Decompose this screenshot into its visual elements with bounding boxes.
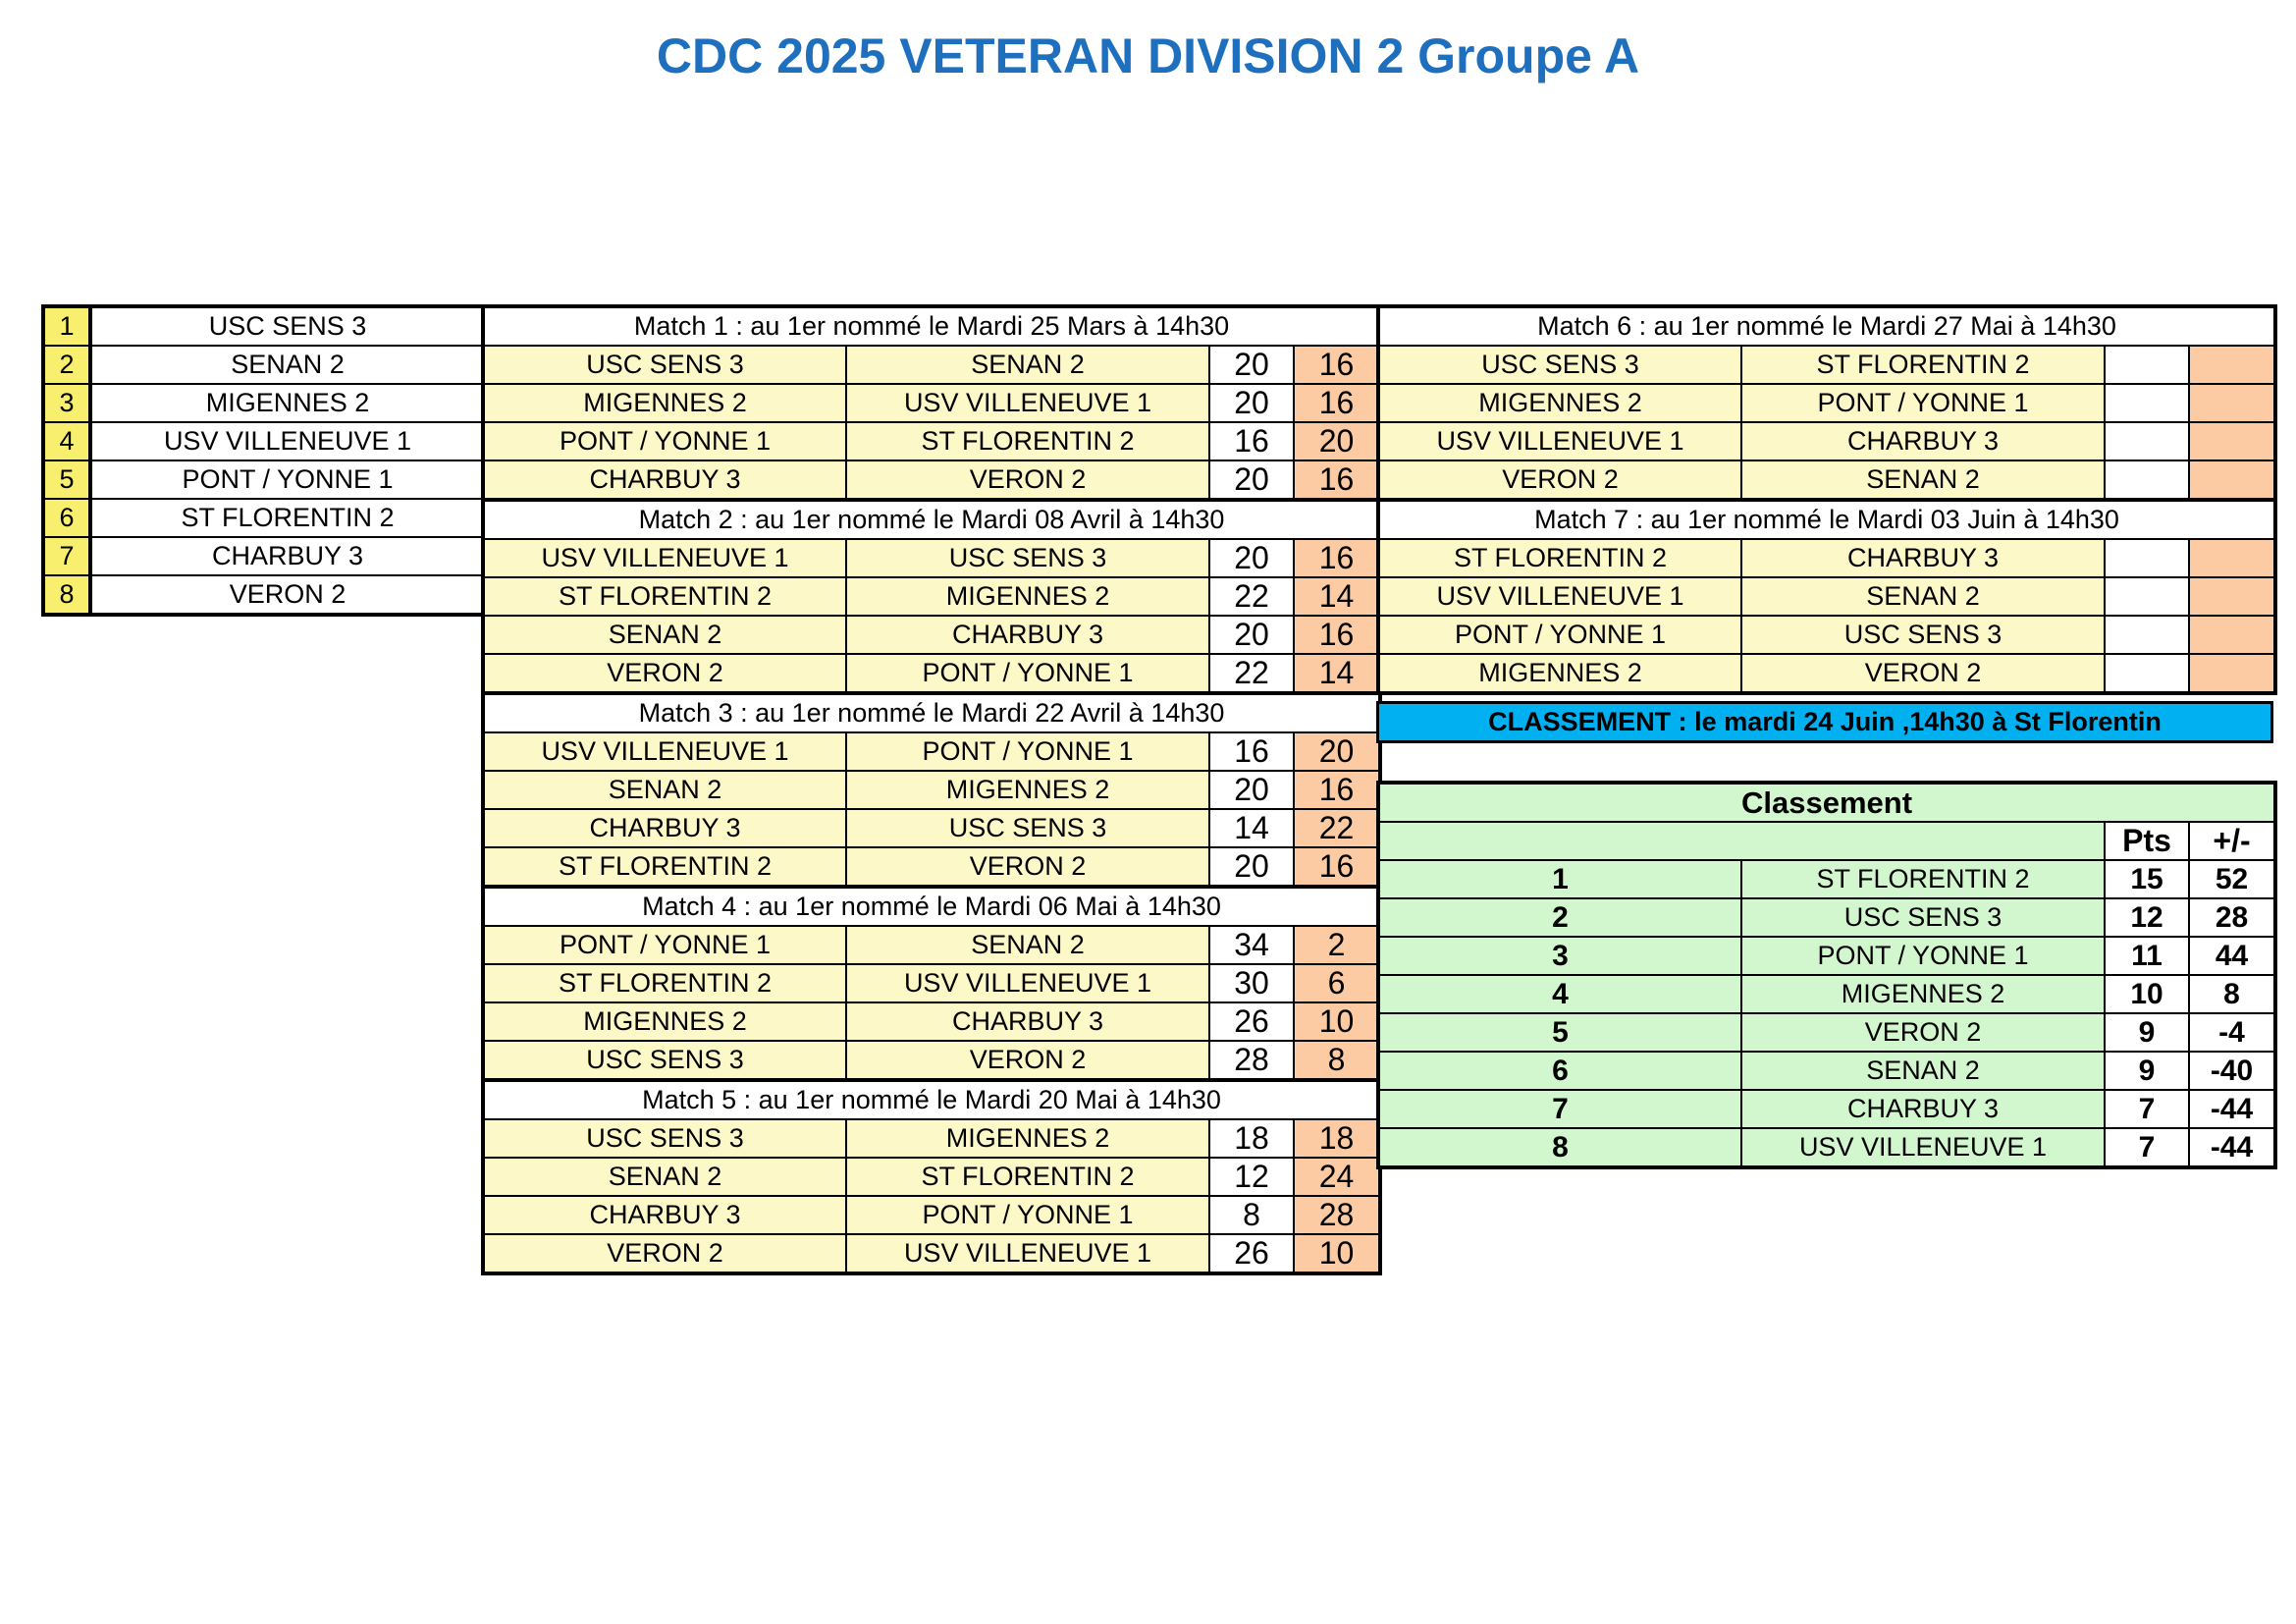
home-score: 20	[1209, 346, 1294, 384]
away-score: 14	[1294, 654, 1380, 693]
home-team: USC SENS 3	[483, 1041, 846, 1080]
classement-rank: 5	[1378, 1013, 1741, 1052]
game-row	[483, 422, 1380, 460]
home-score: 14	[1209, 809, 1294, 847]
game-row	[1378, 346, 2275, 384]
classement-diff: -44	[2189, 1090, 2275, 1128]
home-score: 20	[1209, 460, 1294, 500]
away-score: 16	[1294, 346, 1380, 384]
home-team: CHARBUY 3	[483, 1196, 846, 1234]
away-score	[2189, 384, 2275, 422]
game-row	[483, 847, 1380, 887]
away-team: CHARBUY 3	[846, 616, 1209, 654]
match-header-row	[483, 1080, 1380, 1119]
game-row	[483, 809, 1380, 847]
home-team: SENAN 2	[483, 616, 846, 654]
away-team: SENAN 2	[846, 346, 1209, 384]
home-team: PONT / YONNE 1	[483, 926, 846, 964]
game-row	[1378, 539, 2275, 577]
away-team: VERON 2	[1741, 654, 2105, 693]
home-score	[2105, 654, 2189, 693]
home-score	[2105, 577, 2189, 616]
team-name: ST FLORENTIN 2	[90, 499, 485, 537]
home-team: USC SENS 3	[483, 346, 846, 384]
away-score: 10	[1294, 1002, 1380, 1041]
team-number: 7	[43, 537, 90, 575]
game-row	[483, 346, 1380, 384]
away-team: VERON 2	[846, 1041, 1209, 1080]
team-number: 3	[43, 384, 90, 422]
away-team: USC SENS 3	[1741, 616, 2105, 654]
home-team: ST FLORENTIN 2	[483, 577, 846, 616]
home-score: 26	[1209, 1002, 1294, 1041]
away-team: PONT / YONNE 1	[846, 1196, 1209, 1234]
classement-rank: 2	[1378, 898, 1741, 937]
home-team: SENAN 2	[483, 1158, 846, 1196]
classement-pts: 9	[2105, 1013, 2189, 1052]
home-score	[2105, 616, 2189, 654]
away-team: MIGENNES 2	[846, 1119, 1209, 1158]
classement-pts: 7	[2105, 1090, 2189, 1128]
home-team: MIGENNES 2	[483, 384, 846, 422]
away-score: 16	[1294, 384, 1380, 422]
game-row	[483, 1041, 1380, 1080]
home-score: 20	[1209, 616, 1294, 654]
away-score: 18	[1294, 1119, 1380, 1158]
home-score: 26	[1209, 1234, 1294, 1273]
game-row	[483, 384, 1380, 422]
classement-diff: -44	[2189, 1128, 2275, 1167]
game-row	[1378, 422, 2275, 460]
away-score: 24	[1294, 1158, 1380, 1196]
team-name: USC SENS 3	[90, 306, 485, 346]
home-team: USV VILLENEUVE 1	[1378, 577, 1741, 616]
home-team: USV VILLENEUVE 1	[483, 732, 846, 771]
game-row	[483, 539, 1380, 577]
classement-team: SENAN 2	[1741, 1052, 2105, 1090]
classement-rank: 8	[1378, 1128, 1741, 1167]
away-team: SENAN 2	[1741, 577, 2105, 616]
team-list-table	[41, 304, 487, 617]
team-number: 6	[43, 499, 90, 537]
game-row	[483, 771, 1380, 809]
home-team: USC SENS 3	[483, 1119, 846, 1158]
match-header-row	[483, 306, 1380, 346]
classement-rank: 4	[1378, 975, 1741, 1013]
classement-pts: 10	[2105, 975, 2189, 1013]
home-score: 20	[1209, 384, 1294, 422]
classement-diff: 8	[2189, 975, 2275, 1013]
match-header-row	[483, 887, 1380, 926]
game-row	[1378, 384, 2275, 422]
home-score: 22	[1209, 577, 1294, 616]
away-team: ST FLORENTIN 2	[1741, 346, 2105, 384]
away-score: 16	[1294, 460, 1380, 500]
away-team: USV VILLENEUVE 1	[846, 964, 1209, 1002]
away-team: USC SENS 3	[846, 539, 1209, 577]
away-score	[2189, 422, 2275, 460]
away-team: PONT / YONNE 1	[846, 732, 1209, 771]
game-row	[483, 732, 1380, 771]
home-team: MIGENNES 2	[1378, 384, 1741, 422]
classement-pts: 11	[2105, 937, 2189, 975]
page-title: CDC 2025 VETERAN DIVISION 2 Groupe A	[656, 28, 1640, 83]
away-score: 22	[1294, 809, 1380, 847]
team-row	[43, 422, 485, 460]
home-score: 18	[1209, 1119, 1294, 1158]
home-team: USV VILLENEUVE 1	[483, 539, 846, 577]
classement-team: ST FLORENTIN 2	[1741, 860, 2105, 898]
away-score: 20	[1294, 732, 1380, 771]
game-row	[483, 1196, 1380, 1234]
home-team: PONT / YONNE 1	[483, 422, 846, 460]
home-team: ST FLORENTIN 2	[1378, 539, 1741, 577]
home-team: VERON 2	[483, 1234, 846, 1273]
match-header: Match 6 : au 1er nommé le Mardi 27 Mai à 14h30	[1378, 306, 2275, 346]
classement-row	[1378, 1052, 2275, 1090]
classement-pts: 9	[2105, 1052, 2189, 1090]
classement-rank: 6	[1378, 1052, 1741, 1090]
game-row	[483, 964, 1380, 1002]
team-name: CHARBUY 3	[90, 537, 485, 575]
team-row	[43, 575, 485, 615]
match-header-row	[483, 693, 1380, 732]
game-row	[483, 1002, 1380, 1041]
game-row	[483, 654, 1380, 693]
team-number: 1	[43, 306, 90, 346]
away-team: ST FLORENTIN 2	[846, 422, 1209, 460]
home-score: 20	[1209, 771, 1294, 809]
team-number: 5	[43, 460, 90, 499]
classement-diff: 52	[2189, 860, 2275, 898]
classement-row	[1378, 1013, 2275, 1052]
team-name: USV VILLENEUVE 1	[90, 422, 485, 460]
away-team: SENAN 2	[1741, 460, 2105, 500]
game-row	[1378, 616, 2275, 654]
away-score: 28	[1294, 1196, 1380, 1234]
away-score	[2189, 460, 2275, 500]
away-score	[2189, 346, 2275, 384]
classement-row	[1378, 1090, 2275, 1128]
away-team: MIGENNES 2	[846, 771, 1209, 809]
home-team: PONT / YONNE 1	[1378, 616, 1741, 654]
home-score: 12	[1209, 1158, 1294, 1196]
away-team: CHARBUY 3	[846, 1002, 1209, 1041]
team-name: SENAN 2	[90, 346, 485, 384]
classement-team: PONT / YONNE 1	[1741, 937, 2105, 975]
away-team: VERON 2	[846, 847, 1209, 887]
game-row	[483, 577, 1380, 616]
home-team: VERON 2	[483, 654, 846, 693]
home-score: 16	[1209, 732, 1294, 771]
home-score: 20	[1209, 539, 1294, 577]
team-name: PONT / YONNE 1	[90, 460, 485, 499]
classement-team: CHARBUY 3	[1741, 1090, 2105, 1128]
game-row	[483, 1234, 1380, 1273]
schedule-left-table	[481, 304, 1382, 1275]
away-score: 8	[1294, 1041, 1380, 1080]
home-team: USC SENS 3	[1378, 346, 1741, 384]
team-row	[43, 306, 485, 346]
classement-diff: -40	[2189, 1052, 2275, 1090]
away-team: PONT / YONNE 1	[846, 654, 1209, 693]
away-score: 2	[1294, 926, 1380, 964]
home-score: 16	[1209, 422, 1294, 460]
away-score: 16	[1294, 771, 1380, 809]
match-header: Match 3 : au 1er nommé le Mardi 22 Avril à 14h30	[483, 693, 1380, 732]
match-header: Match 2 : au 1er nommé le Mardi 08 Avril à 14h30	[483, 500, 1380, 539]
match-header: Match 4 : au 1er nommé le Mardi 06 Mai à 14h30	[483, 887, 1380, 926]
team-row	[43, 384, 485, 422]
classement-pts: 15	[2105, 860, 2189, 898]
home-team: ST FLORENTIN 2	[483, 964, 846, 1002]
home-team: USV VILLENEUVE 1	[1378, 422, 1741, 460]
game-row	[483, 616, 1380, 654]
game-row	[1378, 577, 2275, 616]
team-name: MIGENNES 2	[90, 384, 485, 422]
classement-team: USV VILLENEUVE 1	[1741, 1128, 2105, 1167]
away-score	[2189, 539, 2275, 577]
away-team: VERON 2	[846, 460, 1209, 500]
away-score: 6	[1294, 964, 1380, 1002]
home-score: 30	[1209, 964, 1294, 1002]
home-team: CHARBUY 3	[483, 460, 846, 500]
classement-row	[1378, 898, 2275, 937]
away-team: SENAN 2	[846, 926, 1209, 964]
home-team: MIGENNES 2	[483, 1002, 846, 1041]
home-team: MIGENNES 2	[1378, 654, 1741, 693]
classement-team: MIGENNES 2	[1741, 975, 2105, 1013]
away-score	[2189, 654, 2275, 693]
away-team: MIGENNES 2	[846, 577, 1209, 616]
classement-table	[1376, 781, 2277, 1169]
classement-row	[1378, 1128, 2275, 1167]
home-score: 28	[1209, 1041, 1294, 1080]
away-team: PONT / YONNE 1	[1741, 384, 2105, 422]
home-score: 34	[1209, 926, 1294, 964]
match-header-row	[483, 500, 1380, 539]
classement-header-blank	[1378, 822, 2105, 860]
away-score	[2189, 577, 2275, 616]
away-score: 16	[1294, 616, 1380, 654]
home-score: 22	[1209, 654, 1294, 693]
classement-pts: 7	[2105, 1128, 2189, 1167]
home-score	[2105, 539, 2189, 577]
home-score	[2105, 422, 2189, 460]
home-score	[2105, 346, 2189, 384]
away-team: CHARBUY 3	[1741, 422, 2105, 460]
home-team: SENAN 2	[483, 771, 846, 809]
team-row	[43, 460, 485, 499]
team-row	[43, 499, 485, 537]
classement-banner-table	[1376, 701, 2273, 743]
game-row	[1378, 654, 2275, 693]
home-score: 8	[1209, 1196, 1294, 1234]
home-team: CHARBUY 3	[483, 809, 846, 847]
classement-diff: 44	[2189, 937, 2275, 975]
away-score: 16	[1294, 539, 1380, 577]
classement-header-pts: Pts	[2105, 822, 2189, 860]
game-row	[483, 460, 1380, 500]
team-number: 4	[43, 422, 90, 460]
classement-row	[1378, 860, 2275, 898]
team-row	[43, 346, 485, 384]
classement-team: VERON 2	[1741, 1013, 2105, 1052]
home-team: ST FLORENTIN 2	[483, 847, 846, 887]
match-header: Match 5 : au 1er nommé le Mardi 20 Mai à 14h30	[483, 1080, 1380, 1119]
away-team: CHARBUY 3	[1741, 539, 2105, 577]
home-score	[2105, 384, 2189, 422]
classement-rank: 7	[1378, 1090, 1741, 1128]
away-score: 14	[1294, 577, 1380, 616]
away-team: USV VILLENEUVE 1	[846, 1234, 1209, 1273]
schedule-right-table	[1376, 304, 2277, 695]
match-header: Match 7 : au 1er nommé le Mardi 03 Juin à 14h30	[1378, 500, 2275, 539]
away-score	[2189, 616, 2275, 654]
home-team: VERON 2	[1378, 460, 1741, 500]
classement-diff: 28	[2189, 898, 2275, 937]
match-header-row	[1378, 500, 2275, 539]
classement-rank: 3	[1378, 937, 1741, 975]
away-team: USV VILLENEUVE 1	[846, 384, 1209, 422]
away-score: 20	[1294, 422, 1380, 460]
home-score: 20	[1209, 847, 1294, 887]
away-team: ST FLORENTIN 2	[846, 1158, 1209, 1196]
away-score: 16	[1294, 847, 1380, 887]
game-row	[483, 1119, 1380, 1158]
away-score: 10	[1294, 1234, 1380, 1273]
home-score	[2105, 460, 2189, 500]
game-row	[483, 926, 1380, 964]
classement-row	[1378, 975, 2275, 1013]
classement-banner: CLASSEMENT : le mardi 24 Juin ,14h30 à St Florentin	[1378, 703, 2272, 742]
classement-rank: 1	[1378, 860, 1741, 898]
match-header: Match 1 : au 1er nommé le Mardi 25 Mars à 14h30	[483, 306, 1380, 346]
classement-team: USC SENS 3	[1741, 898, 2105, 937]
classement-header-diff: +/-	[2189, 822, 2275, 860]
team-name: VERON 2	[90, 575, 485, 615]
game-row	[483, 1158, 1380, 1196]
away-team: USC SENS 3	[846, 809, 1209, 847]
team-number: 8	[43, 575, 90, 615]
team-number: 2	[43, 346, 90, 384]
match-header-row	[1378, 306, 2275, 346]
game-row	[1378, 460, 2275, 500]
classement-row	[1378, 937, 2275, 975]
classement-pts: 12	[2105, 898, 2189, 937]
classement-diff: -4	[2189, 1013, 2275, 1052]
team-row	[43, 537, 485, 575]
classement-title: Classement	[1378, 783, 2275, 822]
